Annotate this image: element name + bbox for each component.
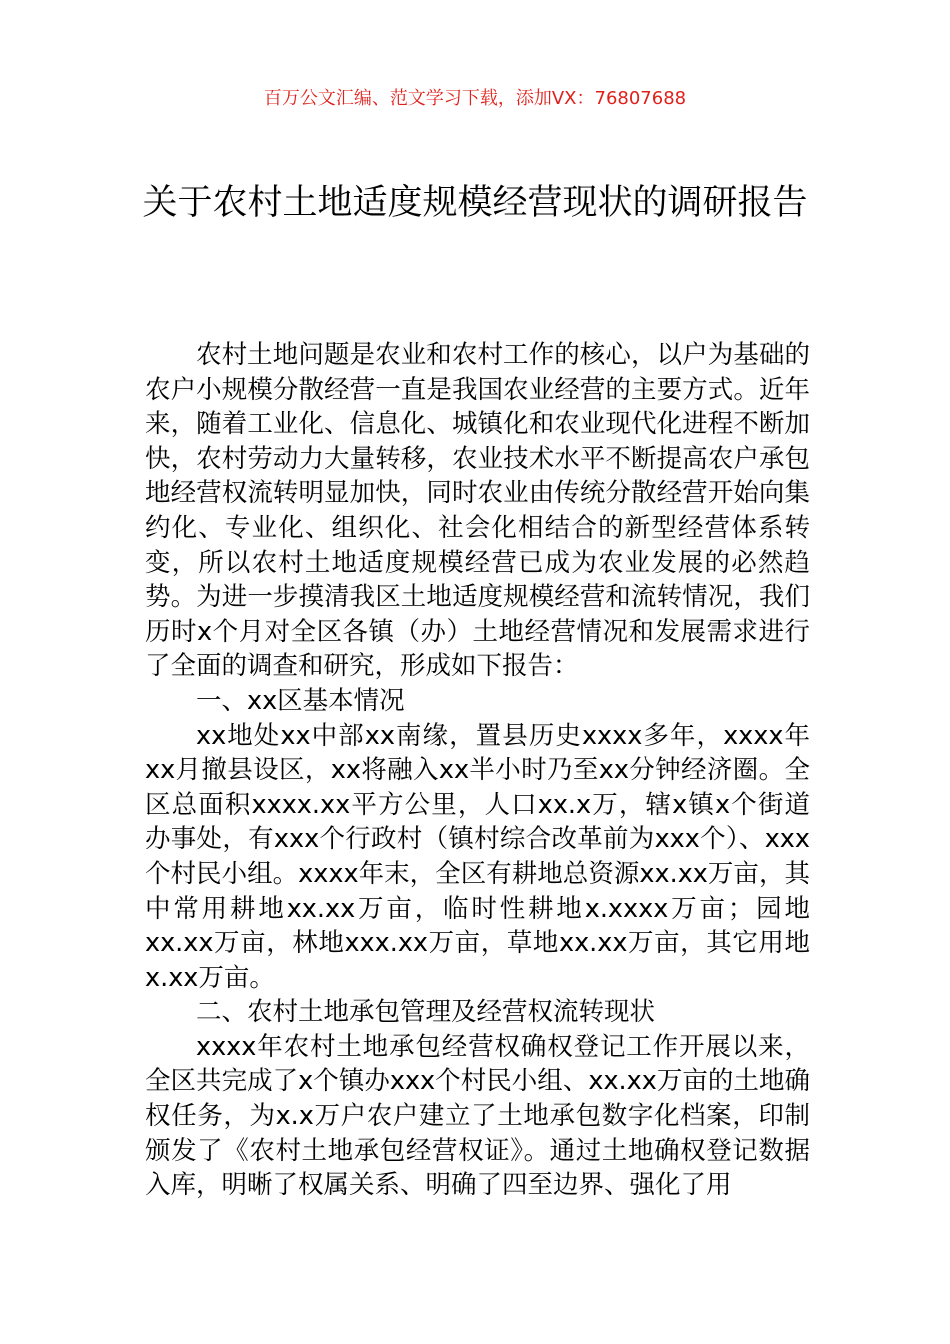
document-body	[145, 338, 810, 1203]
section-heading-1: 一、xx区基本情况	[196, 685, 405, 716]
paragraph-land-status: xxxx年农村土地承包经营权确权登记工作开展以来，全区共完成了x个镇办xxx个村民小组、xx.xx万亩的土地确权任务，为x.x万户农户建立了土地承包数字化档案，印制颁发了《农村土地承包经营权证》。通过土地确权登记数据入库，明晰了权属关系、明确了四至边界、强化了用	[145, 1031, 810, 1201]
paragraph-basic-info: xx地处xx中部xx南缘，置县历史xxxx多年，xxxx年xx月撤县设区，xx将融入xx半小时乃至xx分钟经济圈。全区总面积xxxx.xx平方公里，人口xx.x万，辖x镇x个街道办事处，有xxx个行政村（镇村综合改革前为xxx个）、xxx个村民小组。xxxx年末，全区有耕地总资源xx.xx万亩，其中常用耕地xx.xx万亩，临时性耕地x.xxxx万亩；园地xx.xx万亩，林地xxx.xx万亩，草地xx.xx万亩，其它用地x.xx万亩。	[145, 720, 810, 993]
header-note: 百万公文汇编、范文学习下载，添加VX：76807688	[263, 88, 687, 109]
section-heading-2: 二、农村土地承包管理及经营权流转现状	[196, 997, 656, 1028]
document-title: 关于农村土地适度规模经营现状的调研报告	[142, 183, 808, 223]
paragraph-intro: 农村土地问题是农业和农村工作的核心，以户为基础的农户小规模分散经营一直是我国农业经营的主要方式。近年来，随着工业化、信息化、城镇化和农业现代化进程不断加快，农村劳动力大量转移，农业技术水平不断提高农户承包地经营权流转明显加快，同时农业由传统分散经营开始向集约化、专业化、组织化、社会化相结合的新型经营体系转变，所以农村土地适度规模经营已成为农业发展的必然趋势。为进一步摸清我区土地适度规模经营和流转情况，我们历时x个月对全区各镇（办）土地经营情况和发展需求进行了全面的调查和研究，形成如下报告：	[145, 340, 810, 682]
